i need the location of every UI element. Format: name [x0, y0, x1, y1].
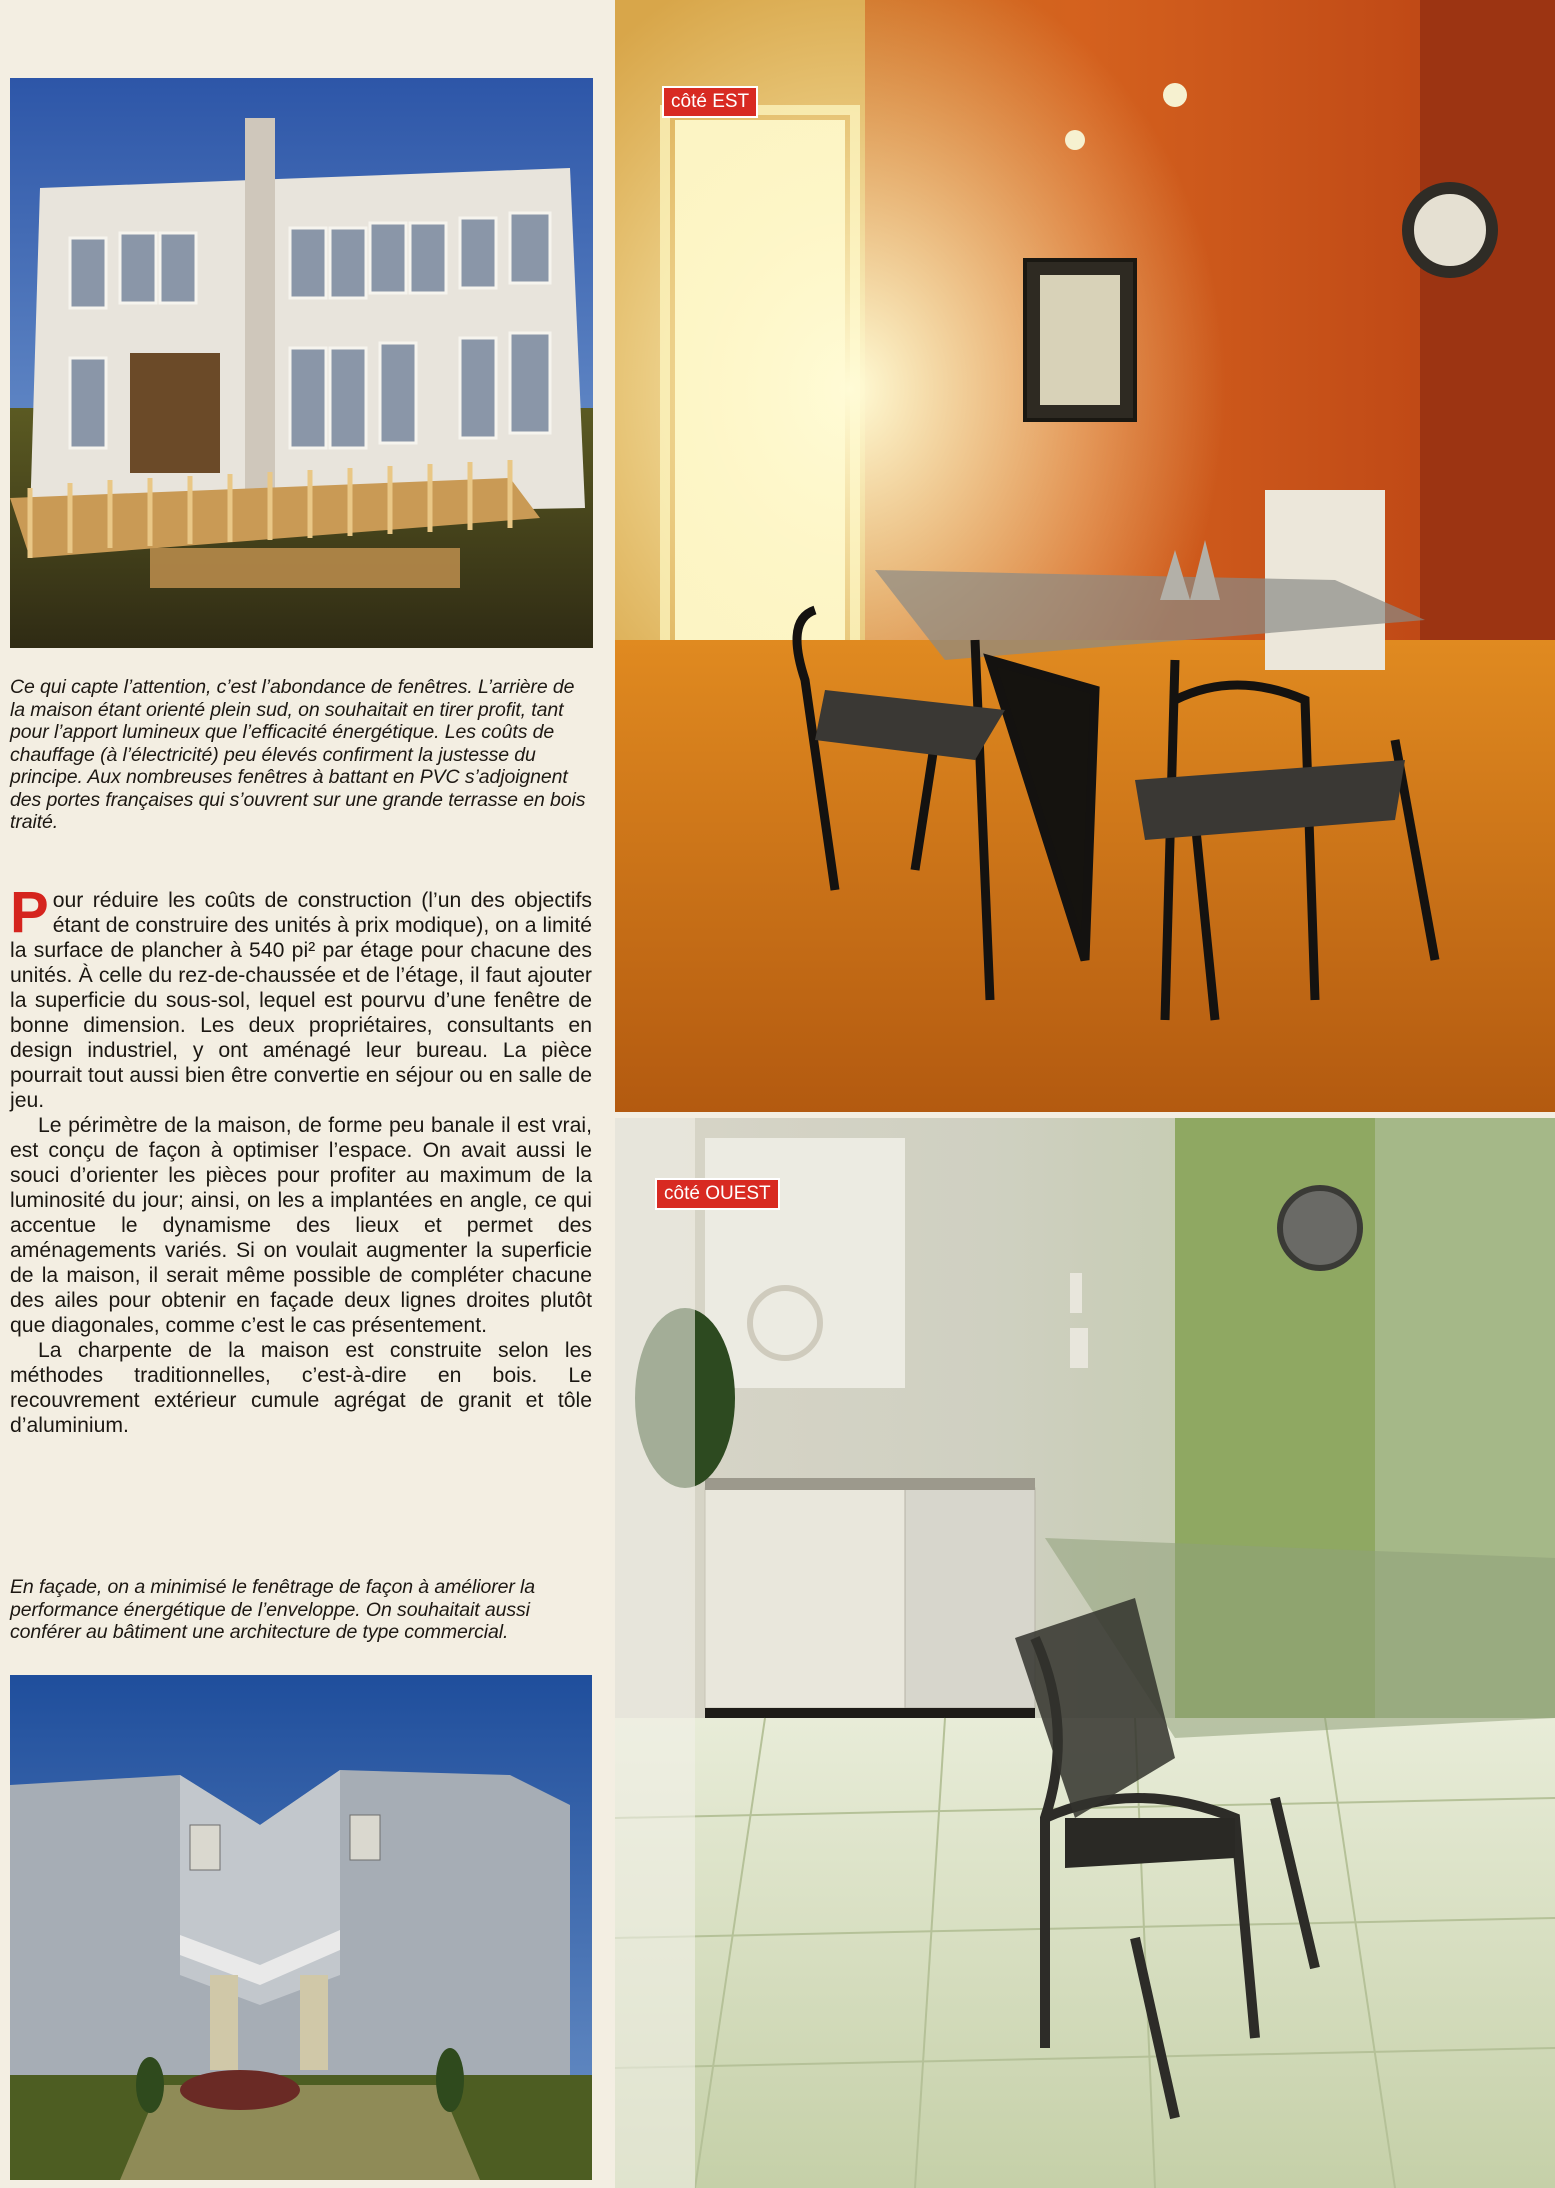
article-body: [10, 880, 592, 1438]
caption-bottom: En façade, on a minimisé le fenêtrage de façon à améliorer la performance énergétique de l’enveloppe. On souhaitait aussi conférer au bâtiment une architecture de type commercial.: [10, 1576, 536, 1643]
east-side-label: côté EST: [662, 86, 758, 118]
drop-cap: P: [10, 880, 49, 945]
article-paragraph-1: [10, 880, 592, 1113]
article-paragraph-1-text: our réduire les coûts de construction (l’un des objectifs étant de construire des unités à prix modique), on a limité la surface de plancher à 540 pi² par étage pour chacune des unités. À celle du rez-de-chaussée et de l’étage, il faut ajouter la superficie du sous-sol, lequel est pourvu d’une fenêtre de bonne dimension. Les deux propriétaires, consultants en design industriel, y ont aménagé leur bureau. La pièce pourrait tout aussi bien être convertie en séjour ou en salle de jeu.: [10, 889, 592, 1112]
article-paragraph-3: La charpente de la maison est construite selon les méthodes traditionnelles, c’est-à-dire en bois. Le recouvrement extérieur cumule agrégat de granit et tôle d’aluminium.: [10, 1339, 592, 1437]
dining-room-east-photo: [615, 0, 1555, 1112]
kitchen-west-photo: [615, 1118, 1555, 2188]
house-rear-photo: [10, 78, 593, 648]
caption-top: Ce qui capte l’attention, c’est l’abondance de fenêtres. L’arrière de la maison étant orienté plein sud, on souhaitait en tirer profit, tant pour l’apport lumineux que l’efficacité énergétique. Les coûts de chauffage (à l’électricité) peu élevés confirment la justesse du principe. Aux nombreuses fenêtres à battant en PVC s’adjoignent des portes françaises qui s’ouvrent sur une grande terrasse en bois traité.: [10, 676, 586, 833]
west-side-label: côté OUEST: [655, 1178, 780, 1210]
article-paragraph-2: Le périmètre de la maison, de forme peu banale il est vrai, est conçu de façon à optimiser l’espace. On avait aussi le souci d’orienter les pièces pour profiter au maximum de la luminosité du jour; ainsi, on les a implantées en angle, ce qui accentue le dynamisme des lieux et permet des aménagements variés. Si on voulait augmenter la superficie de la maison, il serait même possible de compléter chacune des ailes pour obtenir en façade deux lignes droites plutôt que diagonales, comme c’est le cas présentement.: [10, 1114, 592, 1337]
house-facade-photo: [10, 1675, 592, 2180]
